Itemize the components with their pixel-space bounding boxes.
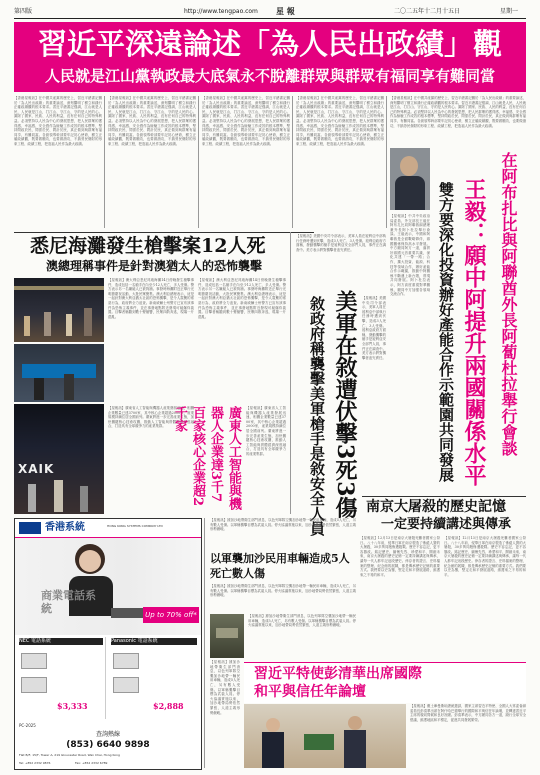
masthead-paper-name: 星 報	[276, 7, 295, 16]
lead-body-col-4: 【香港星報訊】在中國共產黨的歷史上，習近平總書記關於「為人民出政績」的重要論述，深刻闡明了樹立和踐行正確政績觀的根本要求。習近平總書記強調，江山就是人民，人民就是江山，打江山、守江山，守的是人民的心。黨除了國家、民族、人民的利益，沒有任何自己的特殊利益。必須堅持以人民為中心的發展思想，把人民群眾的獲得感、幸福感、安全感作為檢驗工作成效的根本標準，堅持問政於民、問需於民、問計於民，真正做到與群眾有福同享、有難同當。各級領導幹部要牢記初心使命，樹立正確政績觀，既要做顯功，也要做潛功，不搞勞民傷財的形象工程、政績工程，把造福人民作為最大政績。	[296, 96, 384, 146]
ad-product-a	[17, 637, 106, 719]
ad-brand: 香港系統	[45, 522, 85, 533]
lead-headline: 習近平深遠論述「為人民出政績」觀	[37, 27, 502, 61]
ad-company-en: HONG KONG SYSTEMS COMPANY LTD	[107, 524, 163, 528]
wangyi-body: 【星報訊】中共中央政治局委員、外交部長王毅在阿布扎比同阿聯酋副總理兼外長阿卜杜拉舉行會談。王毅表示，中國和阿聯酋是全面戰略夥伴，兩國關係保持高水平發展。中方願同阿方一道，落實好兩國元首重要共識，深化共建「一帶一路」合作，擴大投資、能源、科技等領域合作，辦好產能合作示範園，推動中阿關係不斷邁上新台階，實現共同發展。阿卜杜拉表示，阿方高度重視對華關係，願同中方加強各領域交流合作。	[390, 214, 430, 297]
military-body-2: 【星報訊】據加沙地帶衛生部門消息，以色列軍隊空襲加沙地帶一輛民用車輛，造成5人死亡，另有數人受傷。以軍稱襲擊目標為武裝人員。停火協議實施以來，加沙地帶局勢依然緊張，人道主義形勢嚴峻。	[248, 614, 356, 628]
ad-product-b	[109, 637, 199, 719]
ad-address: Flat B/F, 15/F, Tower A, 219 Gloucester Road, Wan Chai, Hong Kong	[19, 753, 120, 757]
lead-body-col-5: 【香港星報訊】在中國共產黨的歷史上，習近平總書記關於「為人民出政績」的重要論述，深刻闡明了樹立和踐行正確政績觀的根本要求。習近平總書記強調，江山就是人民，人民就是江山，打江山、守江山，守的是人民的心。黨除了國家、民族、人民的利益，沒有任何自己的特殊利益。必須堅持以人民為中心的發展思想，把人民群眾的獲得感、幸福感、安全感作為檢驗工作成效的根本標準，堅持問政於民、問需於民、問計於民，真正做到與群眾有福同享、有難同當。各級領導幹部要牢記初心使命，樹立正確政績觀，既要做顯功，也要做潛功，不搞勞民傷財的形象工程、政績工程，把造福人民作為最大政績。	[390, 96, 526, 128]
lead-body-col-2: 【香港星報訊】在中國共產黨的歷史上，習近平總書記關於「為人民出政績」的重要論述，深刻闡明了樹立和踐行正確政績觀的根本要求。習近平總書記強調，江山就是人民，人民就是江山，打江山、守江山，守的是人民的心。黨除了國家、民族、人民的利益，沒有任何自己的特殊利益。必須堅持以人民為中心的發展思想，把人民群眾的獲得感、幸福感、安全感作為檢驗工作成效的根本標準，堅持問政於民、問需於民、問計於民，真正做到與群眾有福同享、有難同當。各級領導幹部要牢記初心使命，樹立正確政績觀，既要做顯功，也要做潛功，不搞勞民傷財的形象工程、政績工程，把造福人民作為最大政績。	[108, 96, 196, 146]
wangyi-headline: 王毅：願中阿提升兩國關係水平	[461, 178, 487, 486]
ad-headline: 商業電話系統	[41, 589, 96, 615]
masthead	[14, 6, 526, 19]
page-number: 第四版	[14, 8, 33, 15]
syria-body-top: 【星報訊】美國中央司令部表示，美軍人員在敘利亞中部執行任務時遭到伏擊，造成3人死亡、3人受傷。敘利亞政府方面稱，發動襲擊的槍手是敘利亞安全部門人員，事件正在調查中。美方表示將對襲擊者追究責任。	[296, 234, 386, 252]
xi-envoy-headline: 習近平特使彭清華出席國際和平與信任年論壇	[254, 666, 422, 700]
lead-body-col-1: 【香港星報訊】在中國共產黨的歷史上，習近平總書記關於「為人民出政績」的重要論述，深刻闡明了樹立和踐行正確政績觀的根本要求。習近平總書記強調，江山就是人民，人民就是江山，打江山、守江山，守的是人民的心。黨除了國家、民族、人民的利益，沒有任何自己的特殊利益。必須堅持以人民為中心的發展思想，把人民群眾的獲得感、幸福感、安全感作為檢驗工作成效的根本標準，堅持問政於民、問需於民、問計於民，真正做到與群眾有福同享、有難同當。各級領導幹部要牢記初心使命，樹立正確政績觀，既要做顯功，也要做潛功，不搞勞民傷財的形象工程、政績工程，把造福人民作為最大政績。	[14, 96, 102, 146]
nanjing-body-col-1: 【星報訊】12月13日是南京大屠殺死難者國家公祭日。八十八年前，侵華日軍在南京製造了慘絕人寰的大屠殺，30多萬同胞慘遭殺戮。歷史不容忘記，更不容篡改。銘記歷史、緬懷先烈、珍愛和平、開創未來，南京大屠殺的歷史記憶一定要持續講述與傳承，讓每一代人都牢記這段歷史。倖存者的證言、史料檔案的整理、紀念館的展陳，都是傳承歷史記憶的重要方式。我們要以史為鑒，堅定走和平發展道路，維護來之不易的和平。	[360, 536, 440, 577]
military-body-1: 【星報訊】據加沙地帶衛生部門消息，以色列軍隊空襲加沙地帶一輛民用車輛，造成5人死亡，另有數人受傷。以軍稱襲擊目標為武裝人員。停火協議實施以來，加沙地帶局勢依然緊張，人道主義形勢嚴峻。	[210, 584, 356, 598]
ad-products	[15, 637, 201, 721]
wangyi-photo	[390, 148, 430, 210]
ad-product-b-label: Panasonic 電話系統	[111, 638, 197, 645]
ai-headline: 廣東人工智能與機器人企業達3千7百家核心企業超2千家	[172, 406, 241, 510]
syria-deck: 敘政府稱襲擊美軍槍手是敘安全人員	[308, 296, 326, 536]
ad-logo-icon	[19, 522, 41, 534]
military-headline: 以軍襲加沙民用車輛造成5人死亡數人傷	[210, 552, 350, 580]
military-body-top: 【星報訊】據加沙地帶衛生部門消息，以色列軍隊空襲加沙地帶一輛民用車輛，造成5人死亡，另有數人受傷。以軍稱襲擊目標為武裝人員。停火協議實施以來，加沙地帶局勢依然緊張，人道主義形勢嚴峻。	[210, 518, 356, 532]
ad-promo-code: PC-2025	[19, 723, 36, 728]
ad-product-a-label: NEC 電話系統	[19, 638, 103, 645]
ad-hotline-label: 查詢熱線	[95, 731, 120, 738]
sydney-subheadline: 澳總理稱事件是針對澳猶太人的恐怖襲擊	[46, 259, 263, 273]
sydney-body-col-1: 【星報訊】澳大利亞悉尼邦迪海灘14日傍晚發生槍擊事件，造成包括一名槍手在內至少12人死亡，多人受傷。警方表示另一名嫌疑人已被拘捕。事發時海灘附近正舉行光明節慶祝活動，大批民眾聚集。澳大利亞總理表示，這是一起針對澳大利亞猶太社區的恐怖襲擊，是令人震驚的邪惡行為，政府將全力追查。新南威爾士州警方已宣布該事件為恐怖主義事件，並在事發地點附近發現可疑爆炸裝置。目擊者稱聽到數十聲槍響，民眾四散奔逃，現場一片混亂。	[108, 278, 194, 319]
sydney-photo-1	[14, 278, 104, 342]
wangyi-deck: 雙方要深化投資辦好產能合作示範園共同發展	[437, 182, 455, 482]
xi-envoy-body: 【星報訊】應土庫曼斯坦總統邀請，國家主席習近平特使、全國人大常委會副委員長彭清華出席在阿什哈巴德舉行的國際和平與信任年論壇，並轉達習近平主席的親切問候和良好祝願。彭清華表示，中方願同各方一道，踐行全球安全倡議，維護地區和平穩定，促進共同發展繁榮。	[410, 704, 526, 722]
masthead-date: 二〇二五年十二月十五日	[394, 8, 461, 15]
syria-body: 【星報訊】美國中央司令部表示，美軍人員在敘利亞中部執行任務時遭到伏擊，造成3人死亡、3人受傷。敘利亞政府方面稱，發動襲擊的槍手是敘利亞安全部門人員，事件正在調查中。美方表示將對襲擊者追究責任。	[362, 296, 386, 360]
ai-body-col-1: 【星報訊】廣東省人工智能與機器人產業發展迅速，相關企業數量已達3700家，其中核心企業超過2000家，產業規模持續位居全國前列。廣東將進一步完善產業生態，加快關鍵核心技術攻關，推動人工智能與實體經濟深度融合，打造具有全球競爭力的產業集群。	[108, 406, 194, 429]
wangyi-kicker: 在阿布扎比與阿聯酋外長阿蔔杜拉舉行會談	[499, 152, 518, 456]
nanjing-headline: 南京大屠殺的歷史記憶	[366, 499, 506, 515]
ai-body-col-2: 【星報訊】廣東省人工智能與機器人產業發展迅速，相關企業數量已達3700家，其中核心企業超過2000家，產業規模持續位居全國前列。廣東將進一步完善產業生態，加快關鍵核心技術攻關，推動人工智能與實體經濟深度融合，打造具有全球競爭力的產業集群。	[246, 406, 286, 456]
masthead-url: http://www.tengpao.com	[184, 8, 258, 15]
nanjing-body-col-2: 【星報訊】12月13日是南京大屠殺死難者國家公祭日。八十八年前，侵華日軍在南京製造了慘絕人寰的大屠殺，30多萬同胞慘遭殺戮。歷史不容忘記，更不容篡改。銘記歷史、緬懷先烈、珍愛和平、開創未來，南京大屠殺的歷史記憶一定要持續講述與傳承，讓每一代人都牢記這段歷史。倖存者的證言、史料檔案的整理、紀念館的展陳，都是傳承歷史記憶的重要方式。我們要以史為鑒，堅定走和平發展道路，維護來之不易的和平。	[444, 536, 526, 577]
military-body-3: 【星報訊】據加沙地帶衛生部門消息，以色列軍隊空襲加沙地帶一輛民用車輛，造成5人死亡，另有數人受傷。以軍稱襲擊目標為武裝人員。停火協議實施以來，加沙地帶局勢依然緊張，人道主義形勢嚴峻。	[210, 660, 240, 715]
ad-price-a: $3,333	[57, 701, 88, 711]
wangyi-story	[390, 148, 526, 493]
ad-offer: Up to 70% off*	[145, 611, 197, 619]
sydney-headline: 悉尼海灘發生槍擊案12人死	[30, 235, 266, 257]
sydney-photo-2	[14, 344, 104, 402]
ad-brand-bar	[15, 519, 201, 538]
lead-banner	[14, 22, 526, 92]
masthead-weekday: 星期一	[500, 8, 519, 15]
syria-headline: 美軍在敘遭伏擊3死3傷	[332, 290, 358, 519]
advertisement	[14, 518, 202, 770]
military-photo	[210, 614, 244, 658]
sydney-body-col-2: 【星報訊】澳大利亞悉尼邦迪海灘14日傍晚發生槍擊事件，造成包括一名槍手在內至少12人死亡，多人受傷。警方表示另一名嫌疑人已被拘捕。事發時海灘附近正舉行光明節慶祝活動，大批民眾聚集。澳大利亞總理表示，這是一起針對澳大利亞猶太社區的恐怖襲擊，是令人震驚的邪惡行為，政府將全力追查。新南威爾士州警方已宣布該事件為恐怖主義事件，並在事發地點附近發現可疑爆炸裝置。目擊者稱聽到數十聲槍響，民眾四散奔逃，現場一片混亂。	[198, 278, 286, 319]
xi-envoy-photo	[244, 704, 406, 768]
lead-subheadline: 人民就是江山黨執政最大底氣永不脫離群眾與群眾有福同享有難同當	[44, 67, 495, 85]
ad-offer-badge	[143, 607, 199, 623]
nanjing-subheadline: 一定要持續講述與傳承	[380, 517, 511, 532]
lead-body-col-3: 【香港星報訊】在中國共產黨的歷史上，習近平總書記關於「為人民出政績」的重要論述，深刻闡明了樹立和踐行正確政績觀的根本要求。習近平總書記強調，江山就是人民，人民就是江山，打江山、守江山，守的是人民的心。黨除了國家、民族、人民的利益，沒有任何自己的特殊利益。必須堅持以人民為中心的發展思想，把人民群眾的獲得感、幸福感、安全感作為檢驗工作成效的根本標準，堅持問政於民、問需於民、問計於民，真正做到與群眾有福同享、有難同當。各級領導幹部要牢記初心使命，樹立正確政績觀，既要做顯功，也要做潛功，不搞勞民傷財的形象工程、政績工程，把造福人民作為最大政績。	[202, 96, 290, 146]
ad-price-b: $2,888	[153, 701, 184, 711]
xi-envoy-headline-box	[244, 662, 526, 703]
ad-fax: Fax: +852 2332 6789	[75, 761, 108, 765]
sydney-photo-3: XAIK	[14, 404, 104, 514]
ad-tel: Tel: +852 2332 9876	[19, 761, 51, 765]
ad-hotline: (853) 6640 9898	[66, 740, 150, 750]
